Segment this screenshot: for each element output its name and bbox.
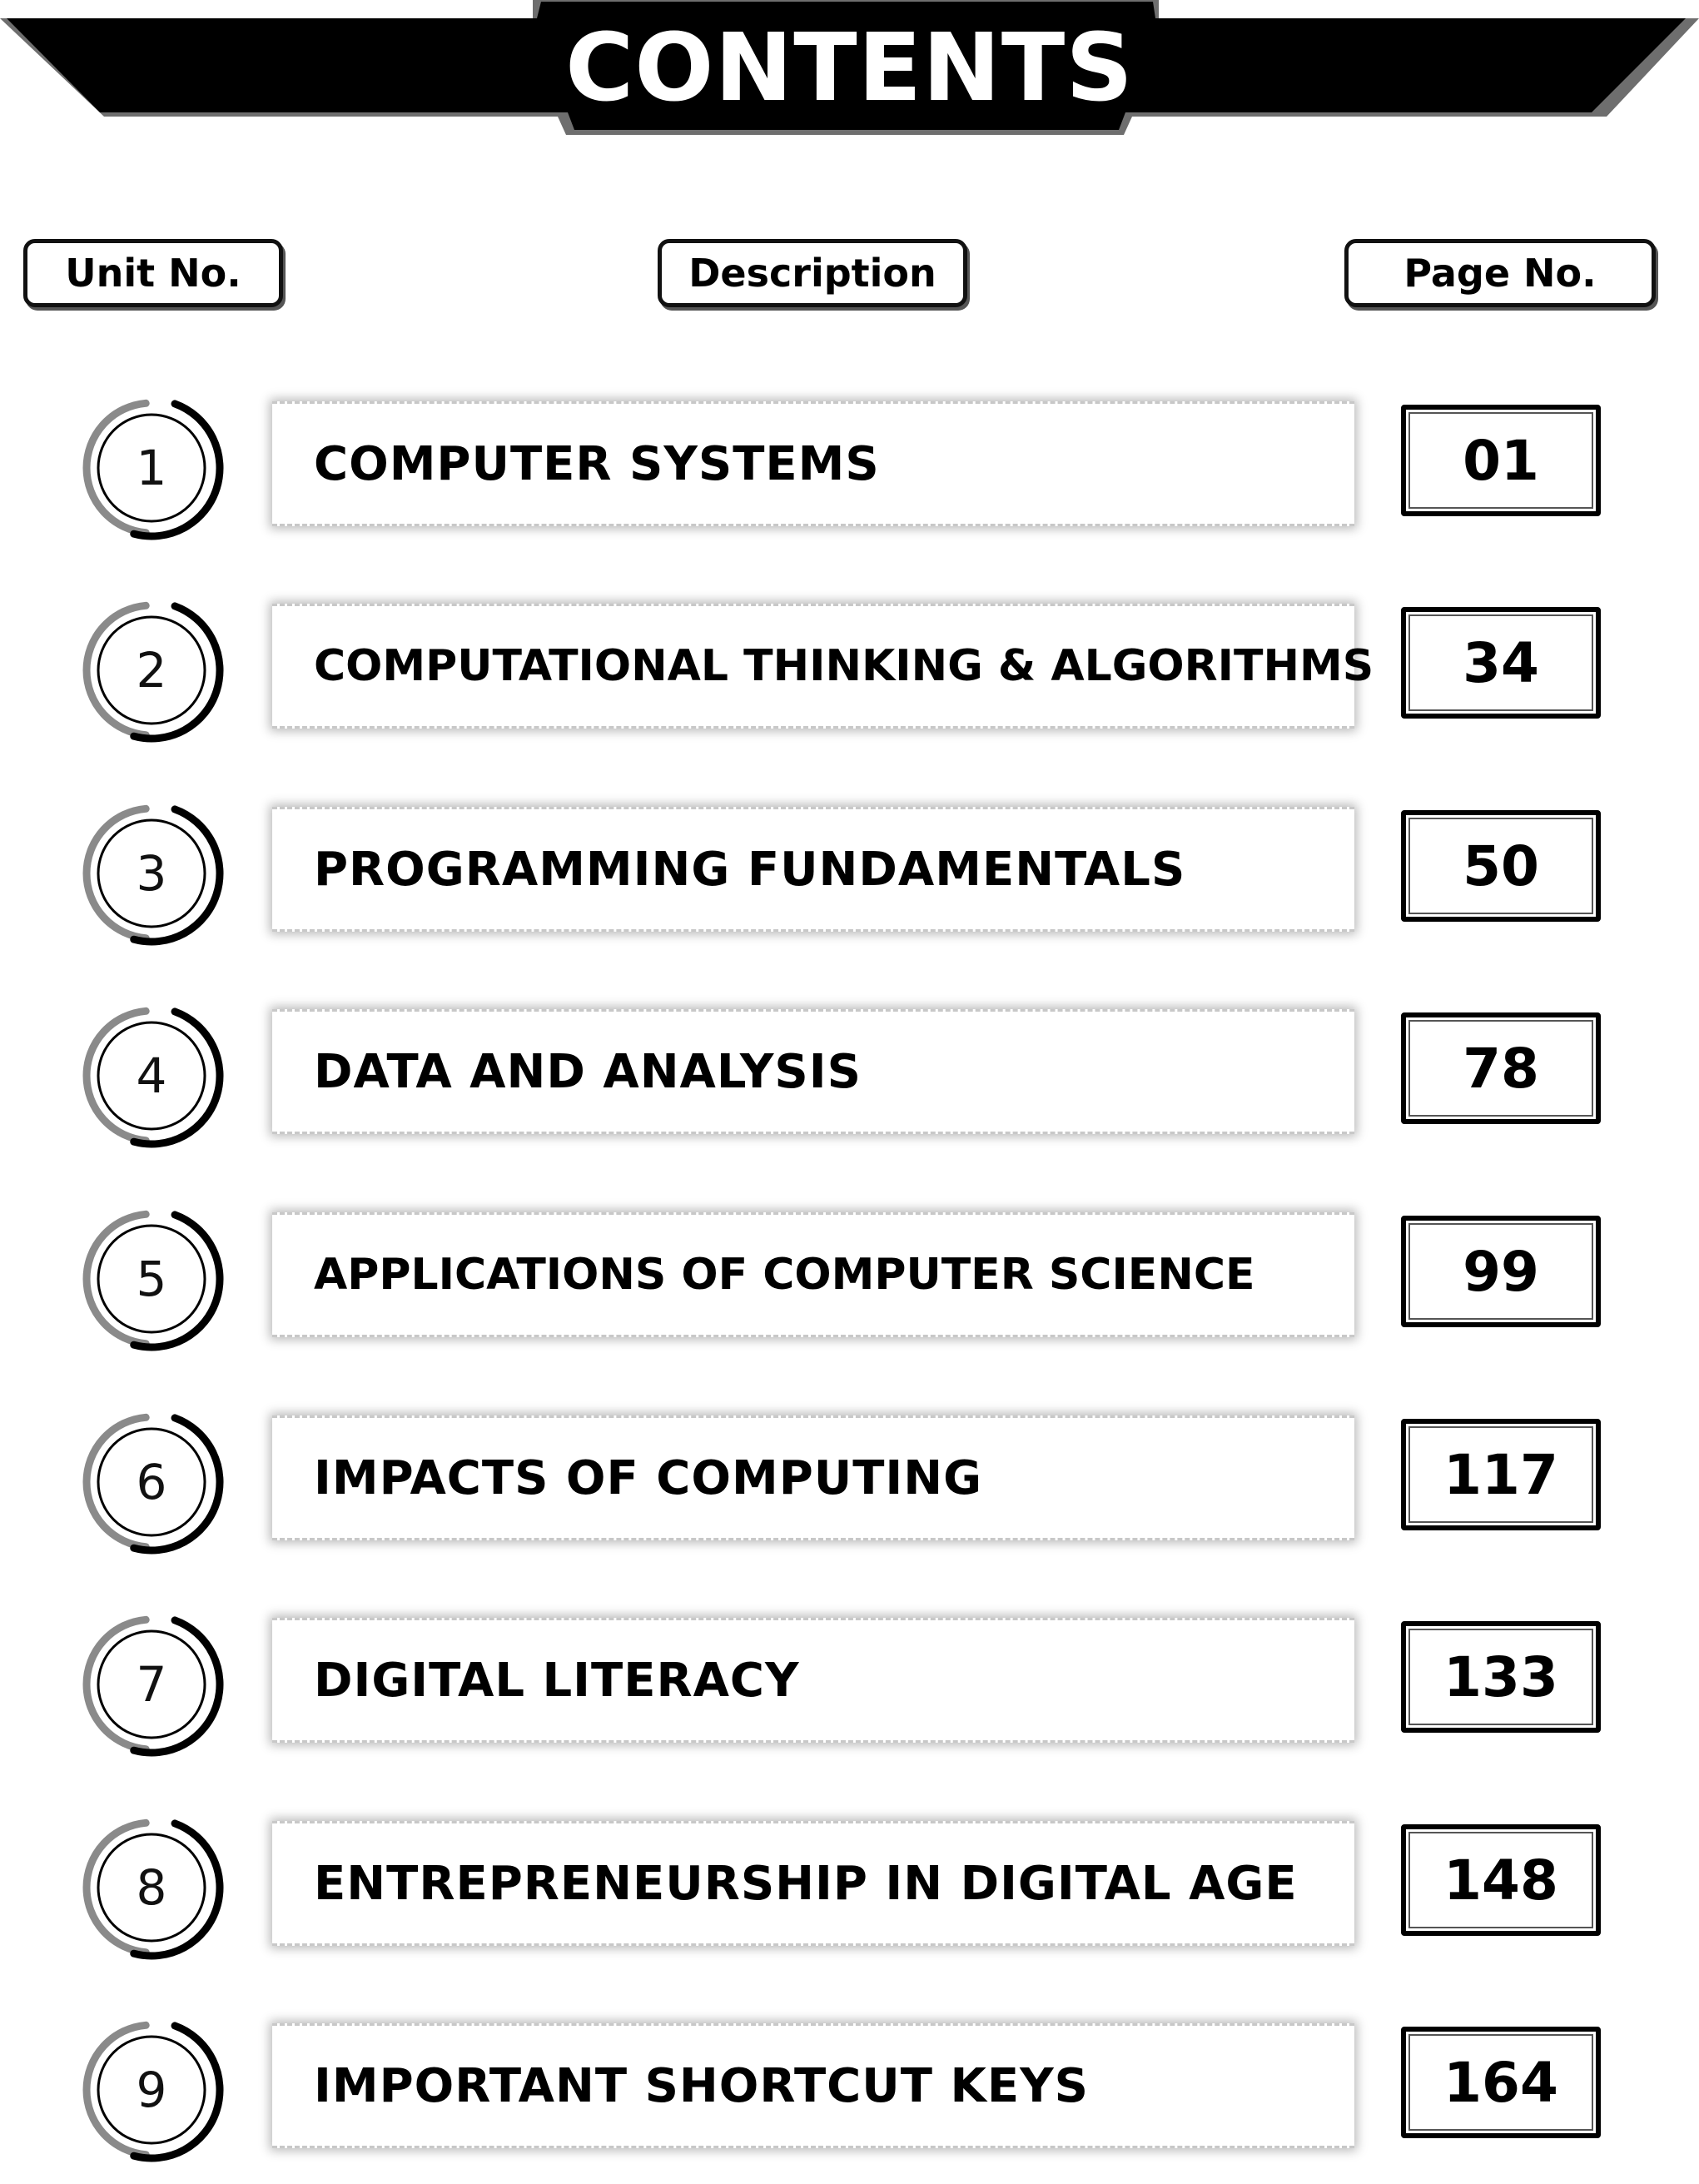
unit-number: 7	[136, 1656, 167, 1713]
page-number-box[interactable]	[1401, 405, 1601, 516]
unit-badge	[77, 393, 226, 543]
description-header: Description	[658, 239, 967, 307]
page-number: 117	[1443, 1442, 1558, 1507]
unit-badge	[77, 595, 226, 745]
toc-row-4[interactable]	[0, 999, 1699, 1141]
toc-row-3[interactable]	[0, 797, 1699, 938]
unit-title: PROGRAMMING FUNDAMENTALS	[314, 842, 1186, 897]
toc-row-8[interactable]	[0, 1811, 1699, 1953]
page-number-box[interactable]	[1401, 1824, 1601, 1936]
unit-title-box[interactable]	[272, 1009, 1354, 1134]
page-title: CONTENTS	[565, 14, 1134, 122]
unit-title: APPLICATIONS OF COMPUTER SCIENCE	[314, 1250, 1255, 1300]
page-number: 133	[1443, 1644, 1558, 1709]
unit-title-box[interactable]	[272, 401, 1354, 526]
page-no-header: Page No.	[1344, 239, 1656, 307]
page-number-box[interactable]	[1401, 1621, 1601, 1733]
page-number-box[interactable]	[1401, 810, 1601, 922]
page-number: 34	[1463, 630, 1539, 695]
toc-row-6[interactable]	[0, 1405, 1699, 1547]
toc-row-7[interactable]	[0, 1608, 1699, 1749]
unit-title-box[interactable]	[272, 2023, 1354, 2148]
unit-number: 2	[136, 642, 167, 699]
unit-title: IMPORTANT SHORTCUT KEYS	[314, 2058, 1089, 2113]
page-number-box[interactable]	[1401, 2027, 1601, 2138]
unit-title-box[interactable]	[272, 807, 1354, 932]
unit-no-header: Unit No.	[23, 239, 283, 307]
toc-row-2[interactable]	[0, 594, 1699, 735]
unit-number: 1	[136, 440, 167, 496]
unit-title: DATA AND ANALYSIS	[314, 1044, 862, 1099]
toc-row-1[interactable]	[0, 391, 1699, 533]
unit-number: 8	[136, 1859, 167, 1916]
toc-row-5[interactable]	[0, 1202, 1699, 1344]
toc-row-9[interactable]	[0, 2013, 1699, 2155]
unit-badge	[77, 1813, 226, 1963]
page-number: 50	[1463, 833, 1539, 898]
page-number-box[interactable]	[1401, 607, 1601, 719]
unit-number: 4	[136, 1047, 167, 1104]
unit-number: 5	[136, 1251, 167, 1307]
unit-number: 3	[136, 845, 167, 902]
unit-badge	[77, 1001, 226, 1151]
unit-title: COMPUTATIONAL THINKING & ALGORITHMS	[314, 641, 1374, 691]
page-number: 99	[1463, 1239, 1539, 1304]
unit-title: COMPUTER SYSTEMS	[314, 436, 880, 491]
unit-title-box[interactable]	[272, 604, 1374, 729]
unit-badge	[77, 1407, 226, 1557]
page-number: 148	[1443, 1848, 1558, 1913]
page-number: 78	[1463, 1036, 1539, 1101]
page-number-box[interactable]	[1401, 1216, 1601, 1327]
unit-title: IMPACTS OF COMPUTING	[314, 1450, 983, 1505]
unit-title: DIGITAL LITERACY	[314, 1653, 800, 1708]
unit-number: 9	[136, 2062, 167, 2118]
unit-title-box[interactable]	[272, 1212, 1354, 1337]
unit-badge	[77, 1204, 226, 1354]
page-number: 01	[1463, 428, 1539, 493]
page-number-box[interactable]	[1401, 1012, 1601, 1124]
page-number: 164	[1443, 2050, 1558, 2115]
unit-badge	[77, 2015, 226, 2165]
contents-banner	[0, 0, 1699, 137]
unit-badge	[77, 1609, 226, 1759]
unit-title-box[interactable]	[272, 1618, 1354, 1743]
unit-title: ENTREPRENEURSHIP IN DIGITAL AGE	[314, 1856, 1298, 1911]
unit-title-box[interactable]	[272, 1821, 1354, 1946]
unit-number: 6	[136, 1454, 167, 1510]
page-number-box[interactable]	[1401, 1419, 1601, 1530]
unit-badge	[77, 798, 226, 948]
unit-title-box[interactable]	[272, 1415, 1354, 1540]
